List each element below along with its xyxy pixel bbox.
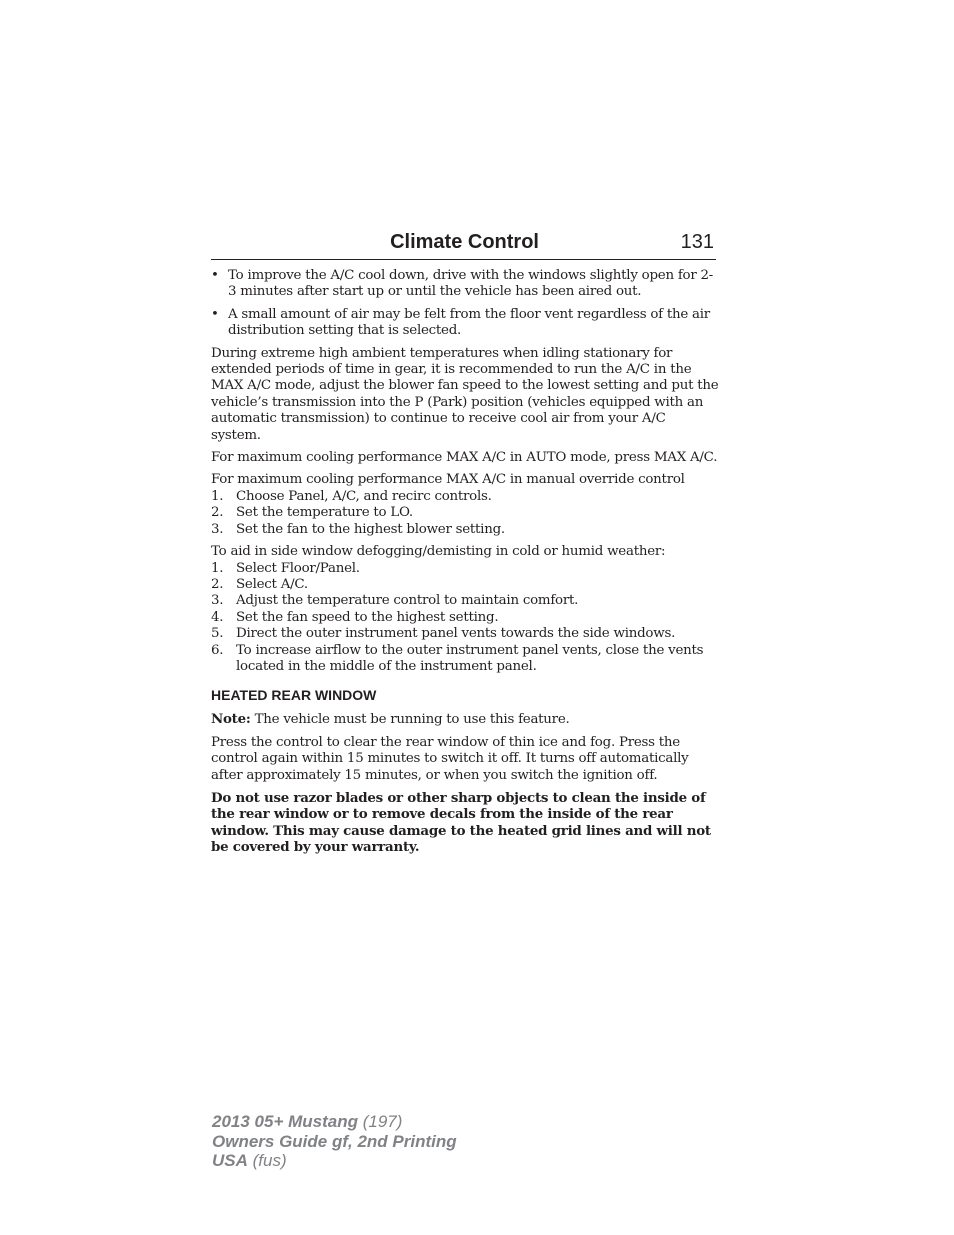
defog-intro: To aid in side window defogging/demisting in cold or humid weather: <box>211 544 666 560</box>
step-number: 6. <box>211 642 224 658</box>
extreme-heat-paragraph: During extreme high ambient temperatures when idling stationary for extended periods of time in gear, it is recommended to run the A/C in the MAX A/C mode, adjust the blower fan speed to the lowest setting and put the vehicle’s transmission into the P (Park) position (vehicles equipped with an automatic transmission) to continue to receive cool air from your A/C system. <box>211 345 719 443</box>
step-number: 2. <box>211 576 224 592</box>
max-auto-paragraph: For maximum cooling performance MAX A/C in AUTO mode, press MAX A/C. <box>211 450 718 466</box>
page-content <box>211 268 719 862</box>
step-text: Direct the outer instrument panel vents towards the side windows. <box>236 626 676 642</box>
step-text: Set the temperature to LO. <box>236 505 413 521</box>
footer-line-3 <box>212 1151 457 1171</box>
note-label: Note: <box>211 711 251 728</box>
list-item <box>211 643 719 676</box>
step-number: 1. <box>211 560 224 576</box>
defog-steps <box>211 544 719 675</box>
list-item <box>211 626 719 642</box>
step-number: 2. <box>211 505 224 521</box>
footer-model-code: (197) <box>358 1112 403 1131</box>
step-number: 3. <box>211 521 224 537</box>
step-text: Choose Panel, A/C, and recirc controls. <box>236 488 492 504</box>
footer-market-code: (fus) <box>247 1151 287 1170</box>
step-number: 4. <box>211 609 224 625</box>
page-number: 131 <box>680 231 714 253</box>
footer-line-1 <box>212 1112 457 1132</box>
page-header <box>211 229 716 260</box>
note-paragraph <box>211 711 719 728</box>
step-number: 1. <box>211 488 224 504</box>
step-text: Select A/C. <box>236 576 308 592</box>
step-text: Set the fan to the highest blower setting. <box>236 521 505 537</box>
bullet-text: A small amount of air may be felt from the floor vent regardless of the air distribution setting that is selected. <box>228 306 710 339</box>
list-item <box>211 561 719 577</box>
list-item <box>211 522 719 538</box>
bullet-item <box>211 268 719 301</box>
list-item <box>211 610 719 626</box>
list-item <box>211 505 719 521</box>
bullet-mark: • <box>211 306 219 322</box>
footer-guide: Owners Guide gf, 2nd Printing <box>212 1131 457 1151</box>
step-number: 3. <box>211 593 224 609</box>
footer-line-2 <box>212 1132 457 1152</box>
footer-model: 2013 05+ Mustang <box>212 1112 358 1131</box>
manual-intro: For maximum cooling performance MAX A/C in manual override control <box>211 472 685 488</box>
bullet-mark: • <box>211 268 219 283</box>
bullet-text: To improve the A/C cool down, drive with the windows slightly open for 2-3 minutes after start up or until the vehicle has been aired out. <box>228 268 714 300</box>
step-number: 5. <box>211 626 224 642</box>
bullet-item <box>211 307 719 340</box>
section-title: Climate Control <box>390 231 539 253</box>
step-text: Adjust the temperature control to maintain comfort. <box>236 593 579 609</box>
step-text: Select Floor/Panel. <box>236 560 360 576</box>
list-item <box>211 489 719 505</box>
warning-paragraph: Do not use razor blades or other sharp objects to clean the inside of the rear window or to remove decals from the inside of the rear window. This may cause damage to the heated grid lines and will not be covered by your warranty. <box>211 789 711 856</box>
footer-market: USA <box>212 1151 248 1170</box>
list-item <box>211 577 719 593</box>
list-item <box>211 593 719 609</box>
page-footer <box>212 1112 457 1171</box>
step-text: To increase airflow to the outer instrument panel vents, close the vents located in the middle of the instrument panel. <box>236 642 704 674</box>
note-text: The vehicle must be running to use this feature. <box>250 712 570 728</box>
step-text: Set the fan speed to the highest setting. <box>236 609 499 625</box>
heated-rear-window-heading: HEATED REAR WINDOW <box>211 687 377 704</box>
manual-override-steps <box>211 472 719 538</box>
heated-rear-body: Press the control to clear the rear window of thin ice and fog. Press the control again within 15 minutes to switch it off. It turns off automatically after approximately 15 minutes, or when you switch the ignition off. <box>211 734 689 783</box>
